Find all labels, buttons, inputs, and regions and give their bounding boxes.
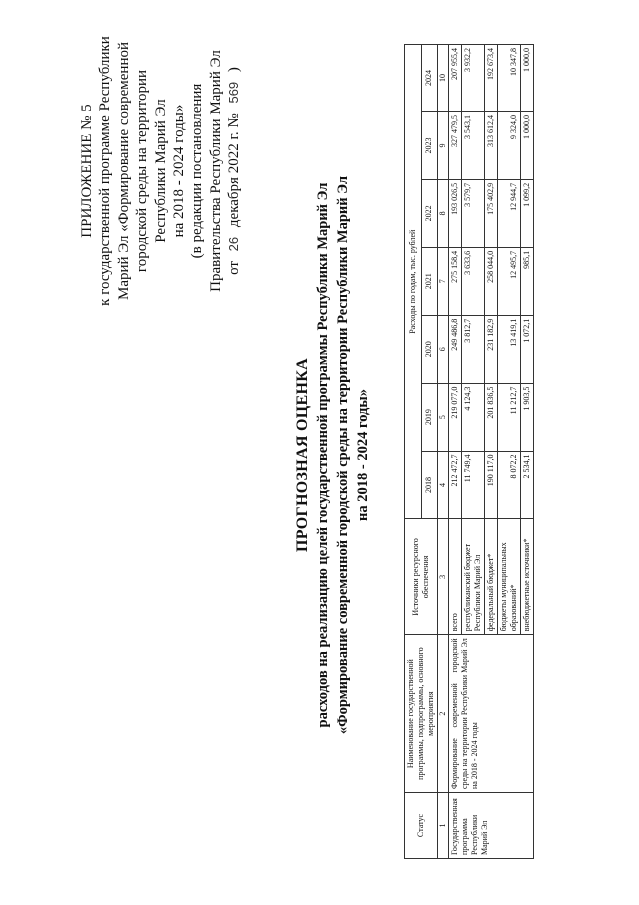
header-year: 2022 — [421, 179, 438, 247]
appendix-line: Марий Эл «Формирование современной — [115, 41, 132, 301]
document-title: ПРОГНОЗНАЯ ОЦЕНКА — [294, 358, 311, 552]
appendix-line: (в редакции постановления — [189, 83, 206, 259]
row-value: 11 212,7 — [498, 383, 521, 451]
row-value: 4 124,3 — [462, 383, 485, 451]
header-year: 2024 — [421, 45, 438, 112]
row-value: 3 633,6 — [462, 247, 485, 315]
header-source: Источники ресурсного обеспечения — [405, 519, 438, 635]
row-value: 313 612,4 — [485, 112, 498, 180]
column-number-row — [438, 45, 449, 859]
column-number: 3 — [438, 519, 449, 635]
row-value: 12 944,7 — [498, 179, 521, 247]
row-value: 249 486,8 — [449, 315, 462, 383]
row-value: 219 077,0 — [449, 383, 462, 451]
row-source: республиканский бюджет Республики Марий Эл — [462, 519, 485, 635]
row-value: 8 072,2 — [498, 451, 521, 519]
column-number: 2 — [438, 635, 449, 793]
column-number: 4 — [438, 451, 449, 519]
header-year: 2020 — [421, 315, 438, 383]
row-value: 10 347,8 — [498, 45, 521, 112]
row-value: 193 026,5 — [449, 179, 462, 247]
row-value: 1 000,0 — [521, 45, 534, 112]
row-value: 1 903,5 — [521, 383, 534, 451]
row-value: 175 402,9 — [485, 179, 498, 247]
date-prefix: от — [226, 261, 243, 275]
row-source: всего — [449, 519, 462, 635]
header-year: 2021 — [421, 247, 438, 315]
row-value: 985,1 — [521, 247, 534, 315]
document-subtitle: на 2018 - 2024 годы» — [355, 389, 371, 521]
header-year: 2023 — [421, 112, 438, 180]
column-number: 7 — [438, 247, 449, 315]
row-value: 1 000,0 — [521, 112, 534, 180]
appendix-line: Республики Марий Эл — [152, 99, 169, 243]
row-value: 190 117,0 — [485, 451, 498, 519]
appendix-header — [78, 21, 244, 321]
resolution-date-line — [225, 21, 243, 321]
row-value: 9 324,0 — [498, 112, 521, 180]
row-value: 192 673,4 — [485, 45, 498, 112]
column-number: 1 — [438, 793, 449, 859]
row-value: 1 099,2 — [521, 179, 534, 247]
appendix-line: на 2018 - 2024 годы» — [171, 104, 188, 238]
row-value: 12 495,7 — [498, 247, 521, 315]
appendix-title: ПРИЛОЖЕНИЕ № 5 — [79, 104, 95, 238]
header-name: Наименование государственной программы, подпрограммы, основного мероприятия — [405, 635, 438, 793]
column-number: 9 — [438, 112, 449, 180]
document-subtitle: «Формирование современной городской среды на территории Республики Марий Эл — [335, 175, 351, 735]
row-program-name: Формирование современной городской среды на территории Республики Марий Эл на 2018 - 2024 годы — [449, 635, 534, 793]
column-number: 6 — [438, 315, 449, 383]
header-year: 2019 — [421, 383, 438, 451]
document-title-block — [294, 115, 372, 795]
column-number: 10 — [438, 45, 449, 112]
row-value: 275 158,4 — [449, 247, 462, 315]
column-number: 8 — [438, 179, 449, 247]
row-value: 231 182,9 — [485, 315, 498, 383]
row-value: 3 932,2 — [462, 45, 485, 112]
row-status: Государственная программа Республики Марий Эл — [449, 793, 534, 859]
row-value: 3 812,7 — [462, 315, 485, 383]
table-row — [449, 45, 462, 859]
table-header-row — [405, 45, 422, 859]
header-status: Статус — [405, 793, 438, 859]
row-value: 1 072,1 — [521, 315, 534, 383]
row-value: 2 534,1 — [521, 451, 534, 519]
row-value: 3 543,1 — [462, 112, 485, 180]
closing-paren: ) — [226, 67, 243, 73]
row-source: внебюджетные источники* — [521, 519, 534, 635]
row-value: 13 419,1 — [498, 315, 521, 383]
appendix-line: Правительства Республики Марий Эл — [207, 50, 224, 292]
document-subtitle: расходов на реализацию целей государственной программы Республики Марий Эл — [315, 182, 331, 728]
row-value: 3 579,7 — [462, 179, 485, 247]
row-value: 11 749,4 — [462, 451, 485, 519]
row-value: 327 479,5 — [449, 112, 462, 180]
header-expenses: Расходы по годам, тыс. рублей — [405, 45, 422, 519]
expenses-table — [404, 44, 534, 859]
row-value: 201 836,5 — [485, 383, 498, 451]
header-year: 2018 — [421, 451, 438, 519]
row-source: бюджеты муниципальных образований* — [498, 519, 521, 635]
row-value: 207 955,4 — [449, 45, 462, 112]
handwritten-number: 569 — [226, 81, 242, 104]
column-number: 5 — [438, 383, 449, 451]
row-value: 258 044,0 — [485, 247, 498, 315]
date-rest: декабря 2022 г. № — [226, 113, 243, 228]
appendix-line: к государственной программе Республики — [97, 36, 114, 306]
row-value: 212 472,7 — [449, 451, 462, 519]
handwritten-day: 26 — [226, 236, 242, 252]
appendix-line: городской среды на территории — [134, 69, 151, 273]
row-source: федеральный бюджет* — [485, 519, 498, 635]
